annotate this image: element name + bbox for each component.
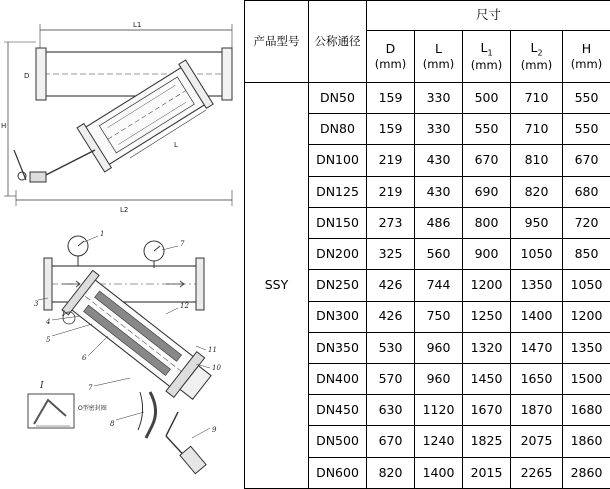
dimension-cell-h: 550 xyxy=(563,114,610,145)
dimension-cell-h: 720 xyxy=(563,207,610,238)
part-label-11: 11 xyxy=(208,346,217,354)
nominal-diameter-cell: DN80 xyxy=(309,114,367,145)
dimension-unit: (mm) xyxy=(422,57,455,72)
product-model-header: 产品型号 xyxy=(245,1,309,83)
dimension-header-l1 xyxy=(463,31,511,83)
l1-dimension-label: L1 xyxy=(133,21,142,29)
dimension-cell-h: 1200 xyxy=(563,301,610,332)
dimension-cell-l2: 810 xyxy=(511,145,563,176)
nominal-diameter-cell: DN100 xyxy=(309,145,367,176)
dimension-symbol: L xyxy=(480,39,488,55)
dimension-cell-l: 1120 xyxy=(415,395,463,426)
dimension-cell-l2: 1350 xyxy=(511,270,563,301)
dimension-header-d xyxy=(367,31,415,83)
dimension-cell-h: 550 xyxy=(563,83,610,114)
nominal-diameter-header: 公称通径 xyxy=(309,1,367,83)
dimension-cell-l2: 950 xyxy=(511,207,563,238)
dimension-cell-l1: 690 xyxy=(463,176,511,207)
dimension-symbol: D xyxy=(385,40,396,56)
dimension-cell-l1: 500 xyxy=(463,83,511,114)
part-label-6: 6 xyxy=(82,354,87,362)
part-label-5: 5 xyxy=(46,336,51,344)
section-view xyxy=(28,236,217,474)
dimension-cell-d: 325 xyxy=(367,239,415,270)
table-row xyxy=(245,83,610,114)
dimension-cell-d: 159 xyxy=(367,83,415,114)
dimension-cell-l: 486 xyxy=(415,207,463,238)
dimension-table-container xyxy=(244,0,610,489)
part-label-8: 8 xyxy=(110,420,115,428)
dimension-cell-h: 680 xyxy=(563,176,610,207)
dimension-cell-l2: 1870 xyxy=(511,395,563,426)
filter-drawing-svg xyxy=(0,0,244,489)
dimension-cell-d: 570 xyxy=(367,363,415,394)
d-dimension-label: D xyxy=(24,72,30,80)
l-dimension-label: L xyxy=(174,141,178,149)
dimension-header-l xyxy=(415,31,463,83)
dimension-cell-l2: 1400 xyxy=(511,301,563,332)
dimension-cell-l1: 1670 xyxy=(463,395,511,426)
dimension-cell-l1: 670 xyxy=(463,145,511,176)
dimension-symbol: L xyxy=(435,40,442,56)
dimension-cell-l2: 1050 xyxy=(511,239,563,270)
dimension-cell-h: 850 xyxy=(563,239,610,270)
dimension-cell-l2: 1470 xyxy=(511,332,563,363)
dimension-cell-l2: 1650 xyxy=(511,363,563,394)
h-dimension-label: H xyxy=(1,122,7,130)
part-label-3: 3 xyxy=(34,300,39,308)
dimension-cell-l2: 820 xyxy=(511,176,563,207)
dimension-cell-l: 330 xyxy=(415,83,463,114)
nominal-diameter-cell: DN500 xyxy=(309,426,367,457)
dimension-subscript: 2 xyxy=(537,48,543,58)
dimension-cell-h: 1500 xyxy=(563,363,610,394)
o-ring-note: O型密封圈 xyxy=(78,405,107,412)
dimension-cell-l1: 1250 xyxy=(463,301,511,332)
nominal-diameter-cell: DN150 xyxy=(309,207,367,238)
l2-dimension-label: L2 xyxy=(120,206,129,214)
dimension-header-l2 xyxy=(511,31,563,83)
dimension-header-h xyxy=(563,31,610,83)
dimension-cell-l: 1400 xyxy=(415,457,463,488)
dimension-cell-l: 560 xyxy=(415,239,463,270)
dimension-cell-l1: 1825 xyxy=(463,426,511,457)
nominal-diameter-cell: DN400 xyxy=(309,363,367,394)
dimension-cell-l: 960 xyxy=(415,363,463,394)
table-body xyxy=(245,83,610,489)
dimension-cell-l1: 900 xyxy=(463,239,511,270)
dimension-cell-l: 1240 xyxy=(415,426,463,457)
table-header-row-1 xyxy=(245,1,610,31)
nominal-diameter-cell: DN350 xyxy=(309,332,367,363)
dimension-cell-h: 2860 xyxy=(563,457,610,488)
part-label-1: 1 xyxy=(100,230,105,238)
part-label-gauge: 7 xyxy=(180,240,185,248)
dimension-cell-d: 219 xyxy=(367,176,415,207)
dimension-cell-l: 960 xyxy=(415,332,463,363)
dimension-table xyxy=(244,0,610,489)
dimension-cell-l1: 1450 xyxy=(463,363,511,394)
detail-marker-label: I xyxy=(62,310,65,318)
dimension-symbol: L xyxy=(530,39,538,55)
nominal-diameter-cell: DN300 xyxy=(309,301,367,332)
dimension-cell-l1: 1320 xyxy=(463,332,511,363)
product-model-cell: SSY xyxy=(245,83,309,489)
nominal-diameter-cell: DN600 xyxy=(309,457,367,488)
part-label-4: 4 xyxy=(46,318,51,326)
technical-drawing xyxy=(0,0,244,489)
detail-view-label: I xyxy=(40,381,44,391)
dimension-unit: (mm) xyxy=(374,57,407,72)
dimension-cell-h: 670 xyxy=(563,145,610,176)
nominal-diameter-cell: DN125 xyxy=(309,176,367,207)
dimension-cell-d: 273 xyxy=(367,207,415,238)
dimension-cell-d: 530 xyxy=(367,332,415,363)
dimension-unit: (mm) xyxy=(570,57,603,72)
part-label-12: 12 xyxy=(180,302,189,310)
part-label-9: 9 xyxy=(212,426,217,434)
dimensions-group-header: 尺寸 xyxy=(367,1,610,31)
dimension-cell-l2: 710 xyxy=(511,114,563,145)
dimension-cell-h: 1350 xyxy=(563,332,610,363)
dimension-unit: (mm) xyxy=(520,58,553,73)
dimension-cell-l2: 710 xyxy=(511,83,563,114)
nominal-diameter-cell: DN50 xyxy=(309,83,367,114)
part-label-10: 10 xyxy=(212,364,221,372)
dimension-cell-h: 1860 xyxy=(563,426,610,457)
dimension-cell-l: 430 xyxy=(415,145,463,176)
nominal-diameter-cell: DN450 xyxy=(309,395,367,426)
dimension-cell-l1: 550 xyxy=(463,114,511,145)
dimension-cell-l: 430 xyxy=(415,176,463,207)
dimension-cell-d: 820 xyxy=(367,457,415,488)
dimension-cell-l2: 2075 xyxy=(511,426,563,457)
dimension-cell-l1: 2015 xyxy=(463,457,511,488)
dimension-cell-h: 1680 xyxy=(563,395,610,426)
dimension-cell-d: 630 xyxy=(367,395,415,426)
dimension-cell-l: 744 xyxy=(415,270,463,301)
dimension-cell-l: 330 xyxy=(415,114,463,145)
dimension-cell-l2: 2265 xyxy=(511,457,563,488)
dimension-cell-d: 159 xyxy=(367,114,415,145)
dimension-subscript: 1 xyxy=(487,48,493,58)
nominal-diameter-cell: DN250 xyxy=(309,270,367,301)
dimension-unit: (mm) xyxy=(470,58,503,73)
outline-view xyxy=(4,24,232,206)
dimension-cell-d: 426 xyxy=(367,301,415,332)
dimension-cell-d: 670 xyxy=(367,426,415,457)
dimension-cell-l: 750 xyxy=(415,301,463,332)
part-label-7: 7 xyxy=(88,384,93,392)
dimension-symbol: H xyxy=(581,40,592,56)
dimension-cell-l1: 800 xyxy=(463,207,511,238)
nominal-diameter-cell: DN200 xyxy=(309,239,367,270)
dimension-cell-d: 426 xyxy=(367,270,415,301)
dimension-cell-h: 1050 xyxy=(563,270,610,301)
dimension-cell-l1: 1200 xyxy=(463,270,511,301)
dimension-cell-d: 219 xyxy=(367,145,415,176)
